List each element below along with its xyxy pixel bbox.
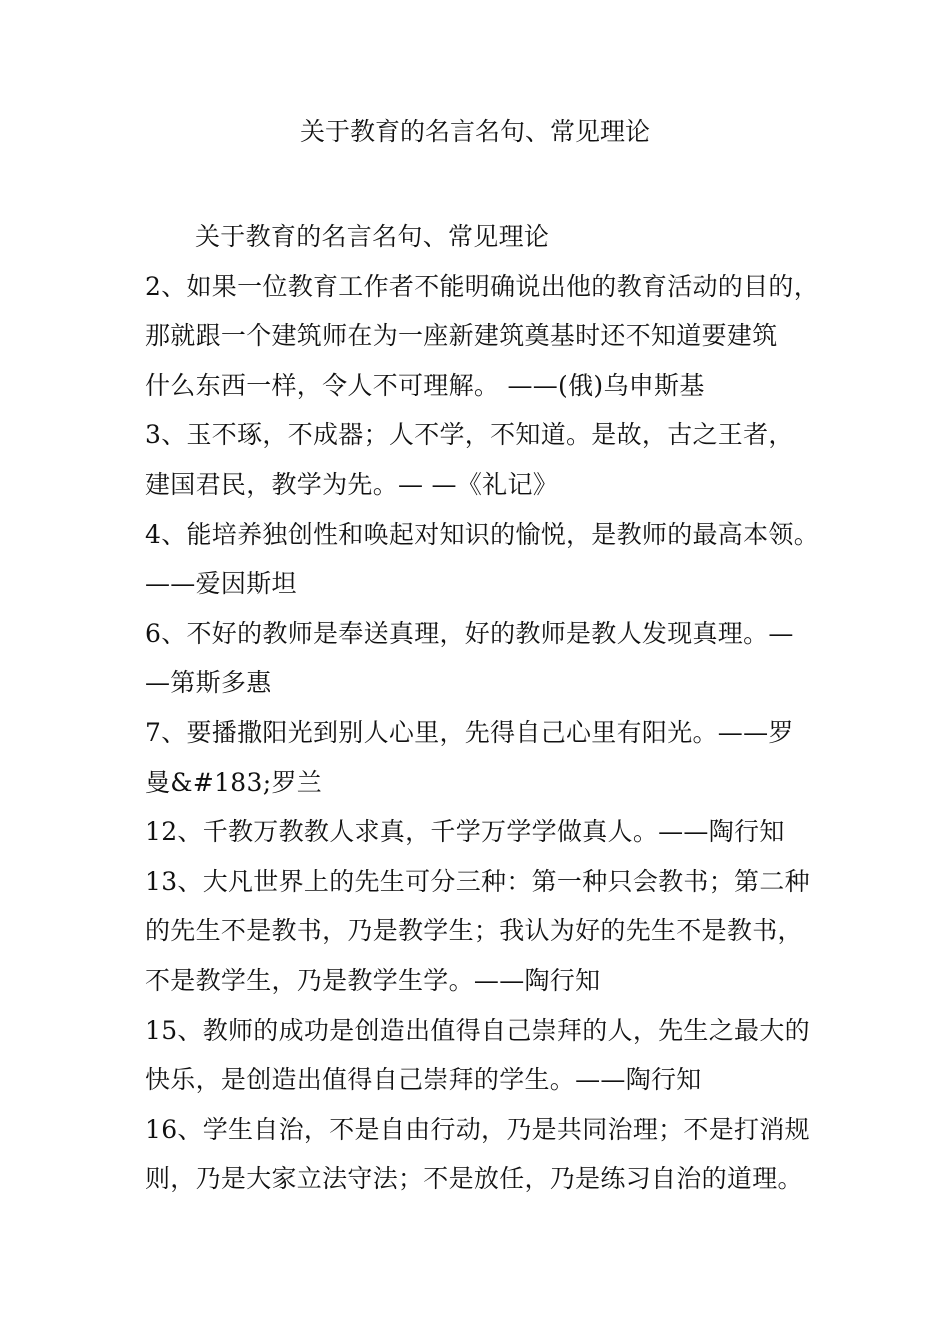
text-line: 2、如果一位教育工作者不能明确说出他的教育活动的目的， [145,271,820,301]
text-line: 的先生不是教书，乃是教学生；我认为好的先生不是教书， [145,916,803,946]
text-line: 4、能培养独创性和唤起对知识的愉悦，是教师的最高本领。 [145,519,820,549]
text-line: ——爱因斯坦 [145,569,297,599]
text-line: 曼&#183;罗兰 [145,767,323,797]
section-heading: 关于教育的名言名句、常见理论 [195,222,550,251]
text-line: 12、千教万教教人求真，千学万学学做真人。——陶行知 [145,817,785,847]
text-line: 16、学生自治，不是自由行动，乃是共同治理；不是打消规 [145,1114,810,1144]
text-line: 建国君民，教学为先。— —《礼记》 [145,469,559,499]
text-line: 13、大凡世界上的先生可分三种：第一种只会教书；第二种 [145,866,810,896]
text-line: —第斯多惠 [145,668,272,698]
text-line: 3、玉不琢，不成器；人不学，不知道。是故，古之王者， [145,420,794,450]
text-line: 则，乃是大家立法守法；不是放任，乃是练习自治的道理。 [145,1164,803,1194]
page-title: 关于教育的名言名句、常见理论 [299,117,650,146]
text-line: 7、要播撒阳光到别人心里，先得自己心里有阳光。——罗 [145,717,794,747]
text-line: 什么东西一样，令人不可理解。 ——(俄)乌申斯基 [145,370,705,400]
text-line: 那就跟一个建筑师在为一座新建筑奠基时还不知道要建筑 [145,321,778,351]
document-body [145,212,825,1204]
text-line: 不是教学生，乃是教学生学。——陶行知 [145,965,601,995]
text-line: 6、不好的教师是奉送真理，好的教师是教人发现真理。— [145,618,794,648]
text-line: 快乐，是创造出值得自己崇拜的学生。——陶行知 [145,1065,702,1095]
text-line: 15、教师的成功是创造出值得自己崇拜的人，先生之最大的 [145,1015,810,1045]
